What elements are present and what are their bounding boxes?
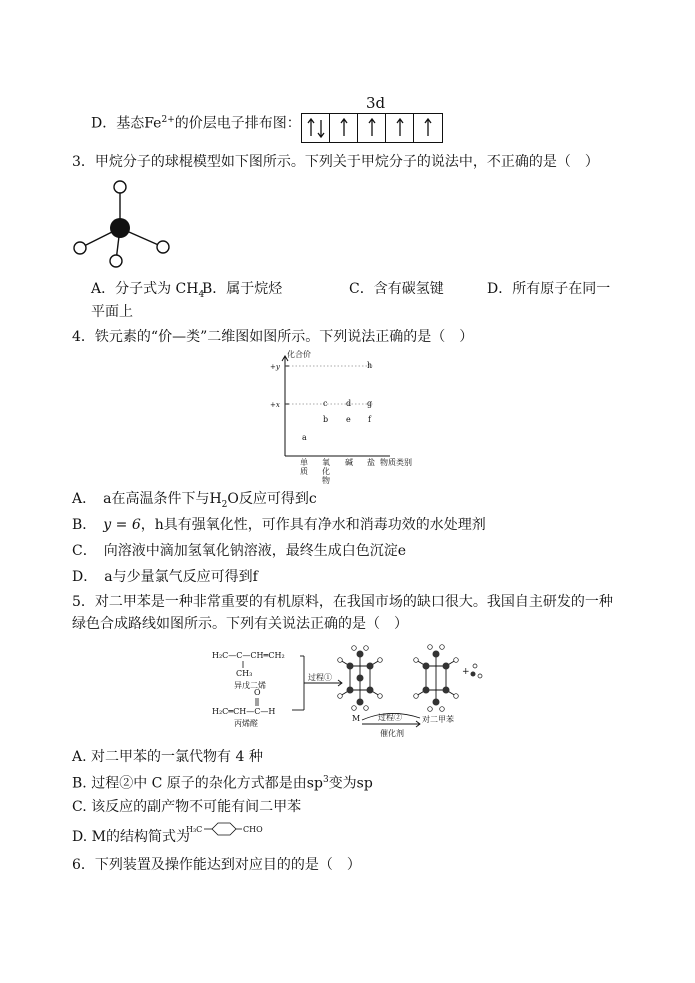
point-label: a [302, 433, 307, 442]
q5-option-d [72, 830, 190, 844]
q4-option-c: C． 向溶液中滴加氢氧化钠溶液，最终生成白色沉淀e [72, 543, 406, 559]
q5-stem-line1: 5．对二甲苯是一种非常重要的有机原料，在我国市场的缺口很大。我国自主研发的一种 [72, 594, 613, 610]
q5-option-d-text: D. M的结构简式为 [72, 829, 190, 845]
q5-stem-line2: 绿色合成路线如图所示。下列有关说法正确的是（ ） [72, 616, 408, 632]
acrolein-oxygen: O [254, 688, 261, 697]
catalyst-label: 催化剂 [380, 729, 404, 738]
orbital-box [386, 114, 414, 142]
y-tick: +y [270, 363, 280, 371]
plus-sign: + [462, 667, 470, 677]
orbital-box [302, 114, 330, 142]
point-label: h [367, 361, 373, 370]
point-label: b [323, 415, 329, 424]
methane-ball-stick-model [70, 178, 180, 268]
x-category-char: 碱 [345, 458, 353, 467]
q3-option-b: B．属于烷烃 [202, 281, 283, 297]
point-label: c [323, 399, 328, 408]
y-tick: +x [270, 401, 280, 409]
q5-option-a: A. 对二甲苯的一氯代物有 4 种 [72, 749, 263, 765]
product-name: 对二甲苯 [422, 715, 454, 724]
intermediate-m: M [352, 714, 361, 723]
point-label: f [368, 415, 371, 424]
q5-option-b [72, 776, 373, 791]
q5-option-b-text2: 变为sp [328, 775, 373, 792]
y-axis-title: 化合价 [287, 350, 311, 359]
hydrogen-atom [157, 241, 169, 253]
point-label: e [346, 415, 351, 424]
q5-option-b-sup: 3 [322, 775, 329, 785]
q4-option-a-text2: O反应可得到c [227, 491, 317, 507]
acrolein-formula: H₂C═CH—C—H [212, 707, 276, 716]
q2-option-d-prefix: D．基态 [91, 115, 145, 132]
m-formula-left: H₃C [186, 825, 203, 834]
q4-option-b-math: y = 6 [103, 517, 141, 533]
x-category-char: 氧 [322, 458, 330, 467]
q5-option-c: C. 该反应的副产物不可能有间二甲苯 [72, 799, 302, 815]
q4-option-d: D． a与少量氯气反应可得到f [72, 569, 258, 585]
point-label: d [346, 399, 352, 408]
hydrogen-atom [110, 255, 122, 267]
orbital-label: 3d [366, 94, 386, 112]
q4-option-a-text: A． a在高温条件下与H [72, 491, 222, 507]
isoprene-name: 异戊二烯 [234, 681, 266, 690]
q2-option-d [91, 116, 301, 131]
q3-option-d-continued: 平面上 [91, 304, 133, 320]
orbital-box [330, 114, 358, 142]
synthesis-route-diagram [210, 642, 490, 742]
orbital-box [358, 114, 386, 142]
hydrogen-atom [114, 181, 126, 193]
q3-option-a-sub: 4 [198, 289, 205, 300]
q4-option-a-sub: 2 [221, 499, 228, 510]
x-category-char: 单 [300, 458, 308, 467]
carbon-atom [110, 218, 130, 238]
q4-option-b-label: B． [72, 517, 104, 533]
q5-option-b-text: B. 过程②中 C 原子的杂化方式都是由sp [72, 775, 323, 792]
q4-option-b [72, 518, 486, 532]
q6-stem: 6．下列装置及操作能达到对应目的的是（ ） [72, 857, 361, 873]
isoprene-formula: H₂C—C—CH═CH₂ [212, 651, 285, 660]
iron-valence-class-diagram [265, 348, 425, 488]
q3-option-a-text: A．分子式为 CH [91, 281, 199, 297]
q4-option-a [72, 492, 317, 510]
x-category-char: 质 [300, 467, 308, 476]
m-structure-formula [186, 820, 276, 844]
x-category-char: 盐 [367, 458, 375, 467]
fe-ion: Fe [144, 115, 162, 132]
x-axis-title: 物质类别 [380, 458, 412, 467]
q2-option-d-suffix: 的价层电子排布图： [174, 115, 301, 132]
fe-charge: 2+ [161, 115, 175, 125]
x-category-char: 物 [322, 476, 330, 485]
acrolein-name: 丙烯醛 [234, 719, 258, 728]
q4-option-b-text: ，h具有强氧化性，可作具有净水和消毒功效的水处理剂 [140, 517, 486, 533]
step-2-label: 过程② [378, 713, 402, 722]
hydrogen-atom [74, 242, 86, 254]
q4-stem: 4．铁元素的“价—类”二维图如图所示。下列说法正确的是（ ） [72, 329, 474, 345]
orbital-diagram [301, 113, 443, 143]
m-formula-right: CHO [243, 825, 263, 834]
orbital-box [414, 114, 442, 142]
point-label: g [367, 399, 373, 408]
q3-option-a [91, 282, 204, 300]
step-1-label: 过程① [308, 673, 332, 682]
q3-stem: 3．甲烷分子的球棍模型如下图所示。下列关于甲烷分子的说法中，不正确的是（ ） [72, 154, 599, 170]
x-category-char: 化 [322, 467, 330, 476]
q3-option-d: D．所有原子在同一 [487, 281, 611, 297]
isoprene-methyl: CH₃ [236, 669, 253, 678]
q3-option-c: C．含有碳氢键 [349, 281, 444, 297]
